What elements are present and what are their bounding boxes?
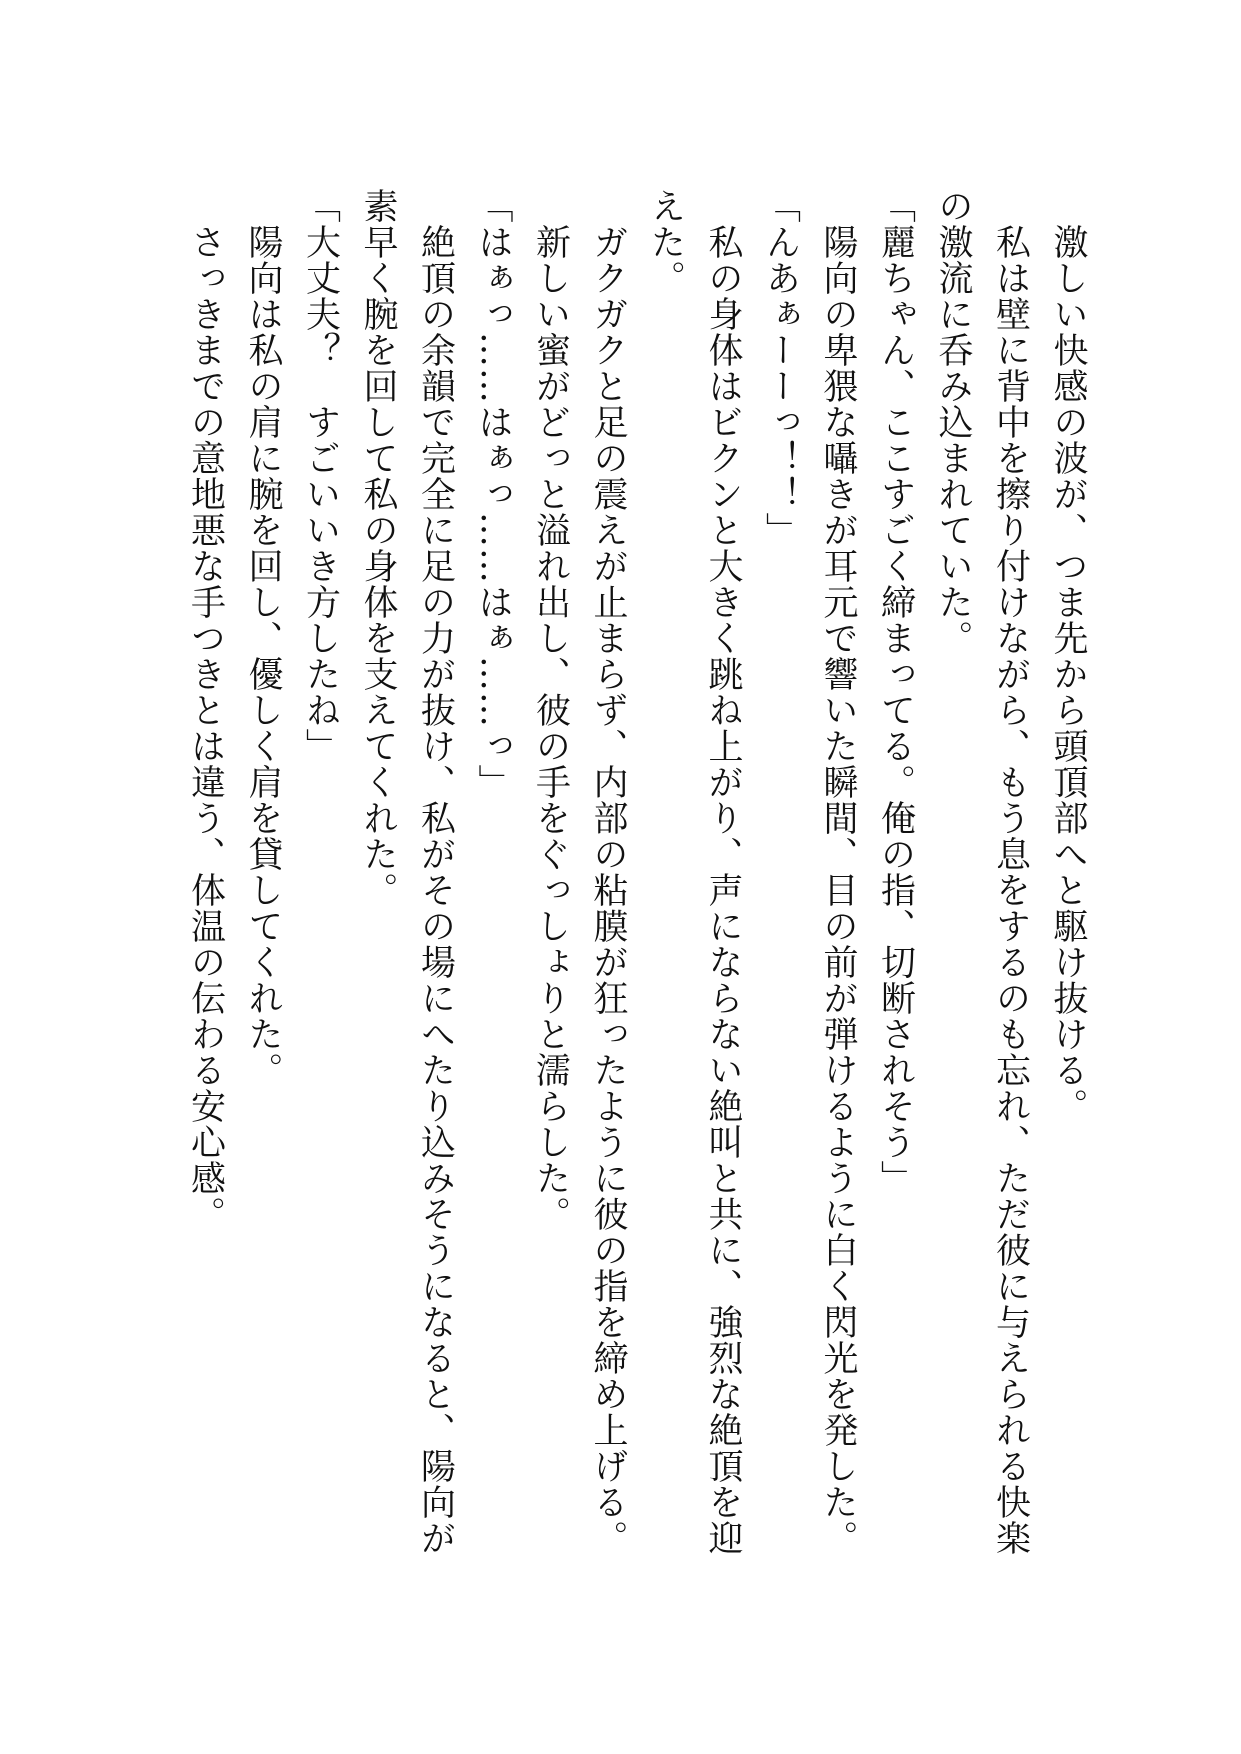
paragraph: 激しい快感の波が、つま先から頭頂部へと駆け抜ける。 <box>1048 188 1088 1124</box>
paragraph: 私は壁に背中を擦り付けながら、もう息をするのも忘れ、ただ彼に与えられる快楽の激流に呑み込まれていた。 <box>933 188 1031 1556</box>
dialogue-line: 「麗ちゃん、ここすごく締まってる。俺の指、切断されそう」 <box>875 188 916 1196</box>
paragraph: 陽向は私の肩に腕を回し、優しく肩を貸してくれた。 <box>243 188 283 1088</box>
dialogue-line: 「んあぁーーっ！！」 <box>760 188 801 548</box>
paragraph: ガクガクと足の震えが止まらず、内部の粘膜が狂ったように彼の指を締め上げる。 <box>588 188 628 1556</box>
dialogue-line: 「大丈夫？ すごいいき方したね」 <box>300 188 341 764</box>
paragraph: 陽向の卑猥な囁きが耳元で響いた瞬間、目の前が弾けるように白く閃光を発した。 <box>818 188 858 1556</box>
vertical-text-body <box>176 188 1096 1568</box>
paragraph: 新しい蜜がどっと溢れ出し、彼の手をぐっしょりと濡らした。 <box>530 188 571 1232</box>
dialogue-line: 「はぁっ……はぁっ……はぁ……っ」 <box>473 188 513 800</box>
paragraph: さっきまでの意地悪な手つきとは違う、体温の伝わる安心感。 <box>185 188 226 1232</box>
paragraph: 絶頂の余韻で完全に足の力が抜け、私がその場にへたり込みそうになると、陽向が素早く腕を回して私の身体を支えてくれた。 <box>358 188 456 1556</box>
paragraph: 私の身体はビクンと大きく跳ね上がり、声にならない絶叫と共に、強烈な絶頂を迎えた。 <box>645 188 743 1556</box>
